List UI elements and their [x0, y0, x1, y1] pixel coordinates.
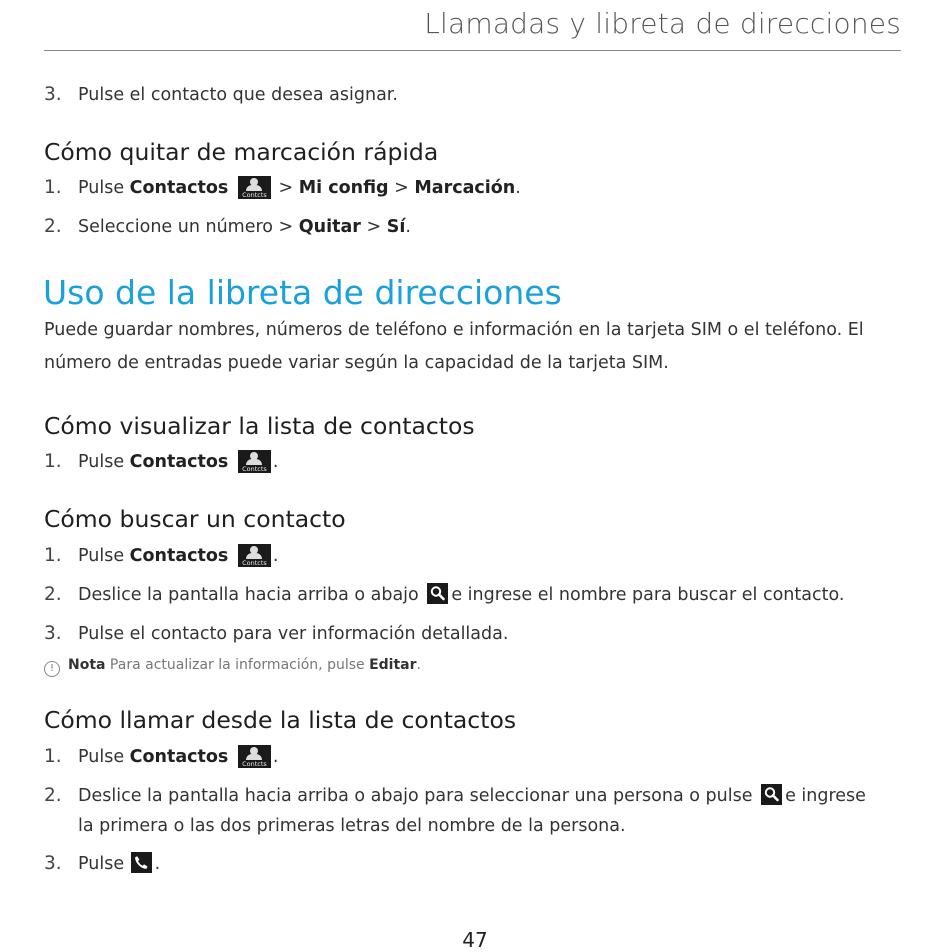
contacts-label: Contactos [129, 747, 229, 767]
step-text: Deslice la pantalla hacia arriba o abajo [78, 585, 419, 605]
period: . [272, 452, 279, 472]
step-text: Pulse [78, 546, 130, 566]
contacts-icon [238, 176, 271, 199]
edit-label: Editar [369, 657, 417, 673]
header-rule [44, 50, 901, 51]
step-number: 1. [44, 746, 62, 767]
assign-step-3 [44, 83, 398, 107]
step-number: 3. [44, 84, 62, 105]
heading-address-book: Uso de la libreta de direcciones [43, 273, 562, 312]
step-number: 2. [44, 216, 62, 237]
step-number: 1. [44, 545, 62, 566]
search-icon [427, 583, 448, 604]
contacts-icon-caption: Contcts [242, 760, 267, 768]
period: . [272, 546, 279, 566]
page-number: 47 [462, 928, 488, 952]
info-icon: ! [44, 661, 60, 677]
step-number: 1. [44, 177, 62, 198]
step-number: 2. [44, 584, 62, 605]
remove-label: Quitar [298, 217, 361, 237]
note-text: Para actualizar la información, pulse [105, 657, 370, 673]
remove-step-2 [44, 215, 411, 239]
step-number: 2. [44, 785, 62, 806]
search-icon [761, 784, 782, 805]
call-step-2-line-2: la primera o las dos primeras letras del nombre de la persona. [78, 816, 626, 836]
step-text-continued: e ingrese [785, 786, 866, 806]
separator: > [388, 178, 415, 198]
step-text: Pulse [78, 178, 130, 198]
step-number: 3. [44, 623, 62, 644]
speed-dial-label: Marcación [414, 178, 516, 198]
address-book-paragraph: Puede guardar nombres, números de teléfono e información en la tarjeta SIM o el teléfono. El número de entradas puede variar según la capacidad de la tarjeta SIM. [44, 320, 864, 373]
step-text: Pulse el contacto para ver información detallada. [78, 624, 509, 644]
search-note [44, 655, 421, 677]
step-text: Pulse [78, 854, 125, 874]
remove-step-1 [44, 176, 521, 200]
my-config-label: Mi config [298, 178, 389, 198]
step-text: Pulse el contacto que desea asignar. [78, 85, 398, 105]
step-number: 1. [44, 451, 62, 472]
call-step-3 [44, 852, 160, 876]
period: . [154, 854, 161, 874]
period: . [416, 657, 421, 673]
search-step-2 [44, 583, 844, 607]
step-text: Pulse [78, 452, 130, 472]
period: . [272, 747, 279, 767]
separator: > [360, 217, 387, 237]
step-text: Pulse [78, 747, 130, 767]
contacts-icon [238, 450, 271, 473]
heading-view-contact-list: Cómo visualizar la lista de contactos [44, 412, 475, 440]
header-title: Llamadas y libreta de direcciones [424, 7, 901, 40]
contacts-label: Contactos [129, 178, 229, 198]
view-step-1 [44, 450, 279, 474]
contacts-icon-caption: Contcts [242, 191, 267, 199]
heading-remove-speed-dial: Cómo quitar de marcación rápida [44, 138, 439, 166]
period: . [515, 178, 521, 198]
search-step-3 [44, 622, 508, 646]
contacts-icon-caption: Contcts [242, 465, 267, 473]
contacts-label: Contactos [129, 452, 229, 472]
period: . [405, 217, 411, 237]
contacts-icon [238, 745, 271, 768]
contacts-icon [238, 544, 271, 567]
step-number: 3. [44, 853, 62, 874]
heading-call-from-list: Cómo llamar desde la lista de contactos [44, 706, 517, 734]
step-text: Deslice la pantalla hacia arriba o abajo para seleccionar una persona o pulse [78, 786, 753, 806]
heading-search-contact: Cómo buscar un contacto [44, 505, 346, 533]
separator: > [272, 178, 299, 198]
contacts-icon-caption: Contcts [242, 559, 267, 567]
search-step-1 [44, 544, 279, 568]
phone-icon [131, 852, 152, 873]
step-text-continued: e ingrese el nombre para buscar el contacto. [451, 585, 845, 605]
note-label: Nota [68, 657, 106, 673]
call-step-1 [44, 745, 279, 769]
step-text: Seleccione un número > [78, 217, 299, 237]
yes-label: Sí [386, 217, 406, 237]
contacts-label: Contactos [129, 546, 229, 566]
call-step-2 [44, 784, 866, 808]
